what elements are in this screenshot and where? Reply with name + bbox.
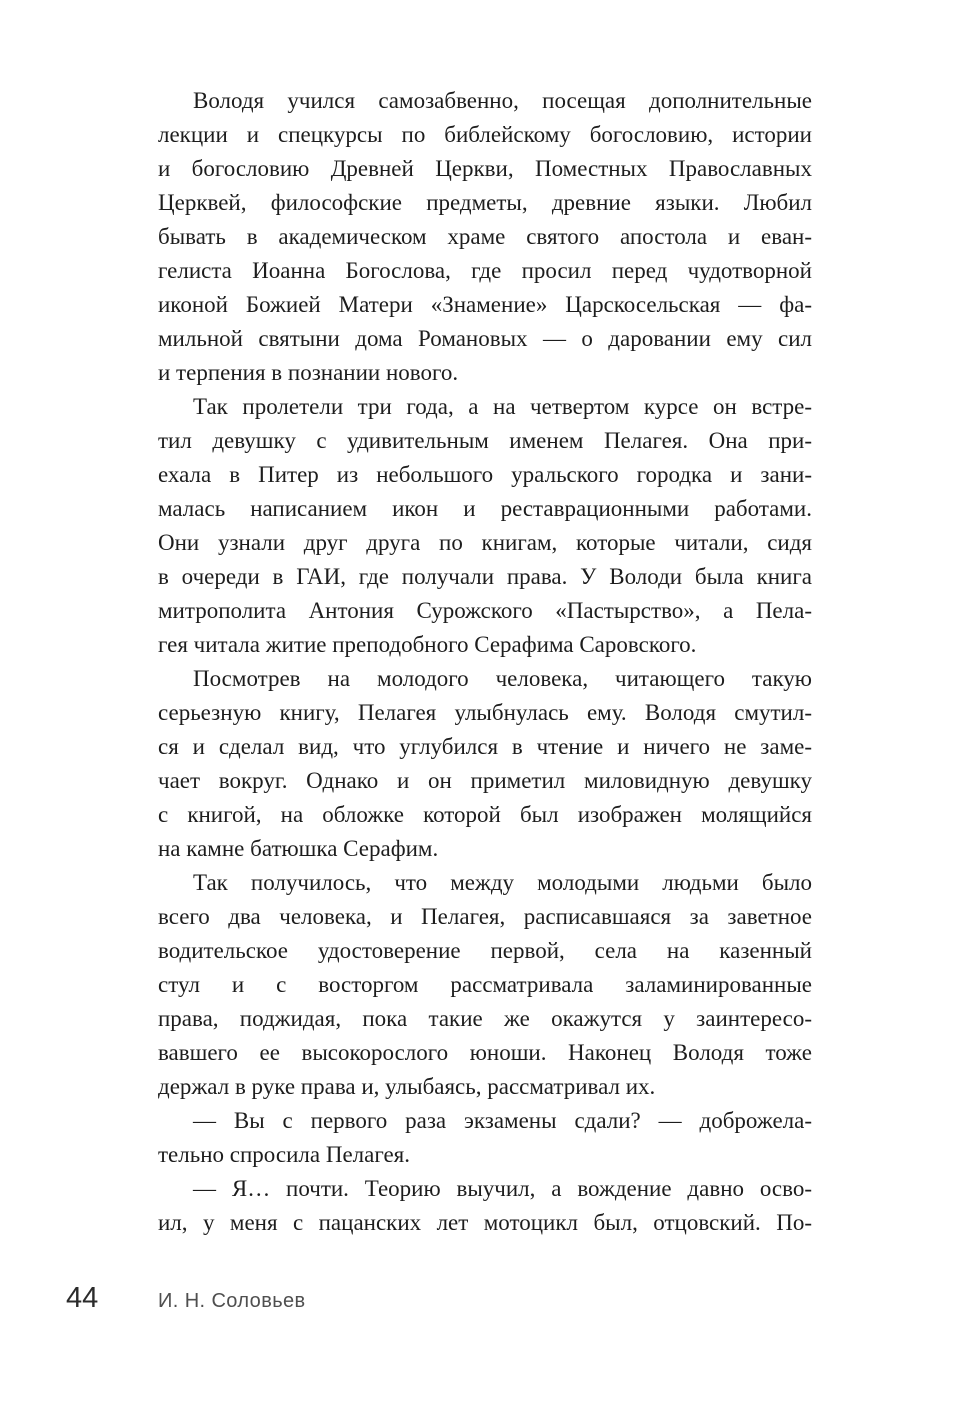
text-line: держал в руке права и, улыбаясь, рассматривал их. xyxy=(158,1074,656,1099)
paragraph xyxy=(158,662,812,866)
text-line: гелиста Иоанна Богослова, где просил перед чудотворной xyxy=(158,258,812,283)
text-line: вавшего ее высокорослого юноши. Наконец Володя тоже xyxy=(158,1040,812,1065)
text-line: ся и сделал вид, что углубился в чтение и ничего не заме- xyxy=(158,734,812,759)
text-line: бывать в академическом храме святого апостола и еван- xyxy=(158,224,812,249)
page-number: 44 xyxy=(66,1282,99,1314)
text-line: права, поджидая, пока такие же окажутся у заинтересо- xyxy=(158,1006,812,1031)
running-author: И. Н. Соловьев xyxy=(158,1290,306,1312)
paragraph xyxy=(158,1104,812,1172)
text-line: Они узнали друг друга по книгам, которые читали, сидя xyxy=(158,530,812,555)
page-text xyxy=(158,84,812,1240)
text-line: мильной святыни дома Романовых — о даровании ему сил xyxy=(158,326,812,351)
text-line: тил девушку с удивительным именем Пелагея. Она при- xyxy=(158,428,812,453)
text-line: ехала в Питер из небольшого уральского городка и зани- xyxy=(158,462,812,487)
text-line: серьезную книгу, Пелагея улыбнулась ему. Володя смутил- xyxy=(158,700,812,725)
text-line: с книгой, на обложке которой был изображен молящийся xyxy=(158,802,812,827)
text-line: чает вокруг. Однако и он приметил миловидную девушку xyxy=(158,768,812,793)
text-line: лекции и спецкурсы по библейскому богословию, истории xyxy=(158,122,812,147)
text-line: Так пролетели три года, а на четвертом курсе он встре- xyxy=(193,394,812,419)
text-line: Церквей, философские предметы, древние языки. Любил xyxy=(158,190,812,215)
text-line: Так получилось, что между молодыми людьми было xyxy=(193,870,812,895)
paragraph xyxy=(158,390,812,662)
text-line: — Вы с первого раза экзамены сдали? — доброжела- xyxy=(193,1108,812,1133)
text-line: Володя учился самозабвенно, посещая дополнительные xyxy=(193,88,812,113)
paragraph xyxy=(158,1172,812,1240)
text-line: и богословию Древней Церкви, Поместных Православных xyxy=(158,156,812,181)
text-line: всего два человека, и Пелагея, расписавшаяся за заветное xyxy=(158,904,813,929)
text-line: — Я… почти. Теорию выучил, а вождение давно осво- xyxy=(193,1176,812,1201)
text-line: стул и с восторгом рассматривала заламинированные xyxy=(158,972,812,997)
paragraph xyxy=(158,84,812,390)
text-line: гея читала житие преподобного Серафима Саровского. xyxy=(158,632,697,657)
paragraph xyxy=(158,866,812,1104)
text-line: тельно спросила Пелагея. xyxy=(158,1142,411,1167)
text-line: ил, у меня с пацанских лет мотоцикл был, отцовский. По- xyxy=(158,1210,812,1235)
text-line: водительское удостоверение первой, села на казенный xyxy=(158,938,812,963)
text-line: в очереди в ГАИ, где получали права. У Володи была книга xyxy=(158,564,812,589)
text-line: митрополита Антония Сурожского «Пастырство», а Пела- xyxy=(158,598,812,623)
text-line: малась написанием икон и реставрационными работами. xyxy=(158,496,812,521)
text-line: иконой Божией Матери «Знамение» Царскосельская — фа- xyxy=(158,292,812,317)
text-line: на камне батюшка Серафим. xyxy=(158,836,439,861)
text-line: Посмотрев на молодого человека, читающего такую xyxy=(193,666,812,691)
text-line: и терпения в познании нового. xyxy=(158,360,459,385)
